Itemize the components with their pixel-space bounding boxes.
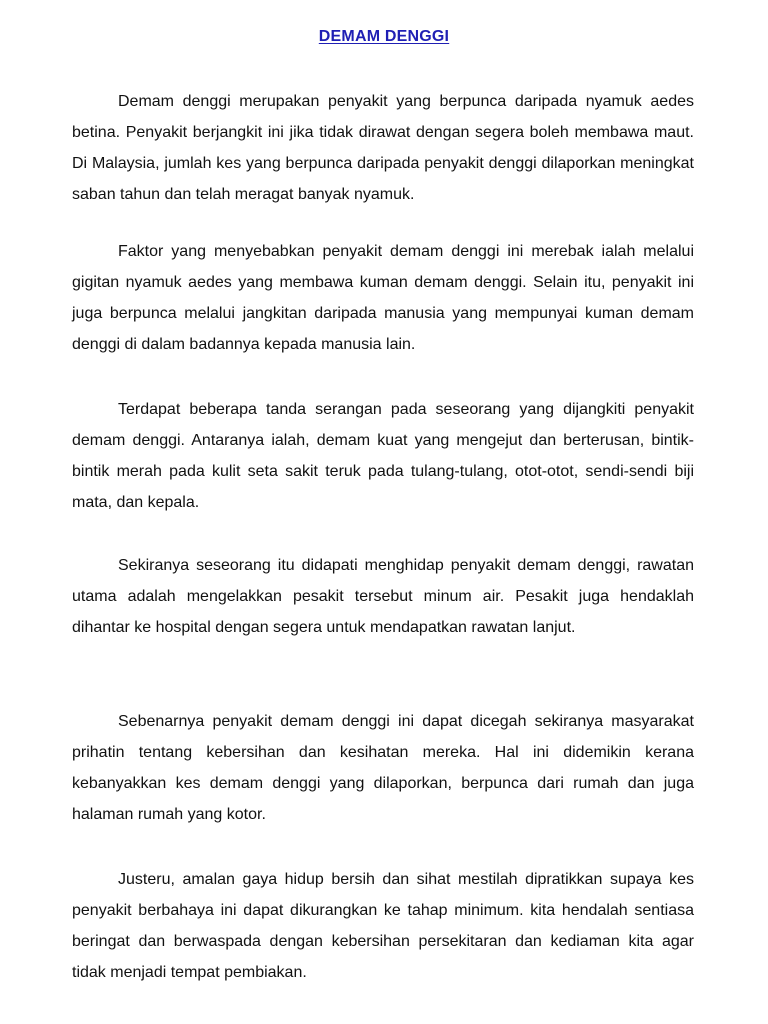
paragraph-6: Justeru, amalan gaya hidup bersih dan sihat mestilah dipratikkan supaya kes penyakit berbahaya ini dapat dikurangkan ke tahap minimum. kita hendalah sentiasa beringat dan berwaspada dengan kebersihan persekitaran dan kediaman kita agar tidak menjadi tempat pembiakan. [72,871,694,981]
paragraph-3: Terdapat beberapa tanda serangan pada seseorang yang dijangkiti penyakit demam denggi. Antaranya ialah, demam kuat yang mengejut dan berterusan, bintik-bintik merah pada kulit seta sakit teruk pada tulang-tulang, otot-otot, sendi-sendi biji mata, dan kepala. [72,401,694,511]
paragraph-5: Sebenarnya penyakit demam denggi ini dapat dicegah sekiranya masyarakat prihatin tentang kebersihan dan kesihatan mereka. Hal ini didemikin kerana kebanyakkan kes demam denggi yang dilaporkan, berpunca dari rumah dan juga halaman rumah yang kotor. [72,713,694,823]
paragraph-2: Faktor yang menyebabkan penyakit demam denggi ini merebak ialah melalui gigitan nyamuk aedes yang membawa kuman demam denggi. Selain itu, penyakit ini juga berpunca melalui jangkitan daripada manusia yang mempunyai kuman demam denggi di dalam badannya kepada manusia lain. [72,243,694,353]
title-text: DEMAM DENGGI [318,28,450,45]
paragraph-4: Sekiranya seseorang itu didapati menghidap penyakit demam denggi, rawatan utama adalah mengelakkan pesakit tersebut minum air. Pesakit juga hendaklah dihantar ke hospital dengan segera untuk mendapatkan rawatan lanjut. [72,557,694,636]
paragraph-1: Demam denggi merupakan penyakit yang berpunca daripada nyamuk aedes betina. Penyakit berjangkit ini jika tidak dirawat dengan segera boleh membawa maut. Di Malaysia, jumlah kes yang berpunca daripada penyakit denggi dilaporkan meningkat saban tahun dan telah meragat banyak nyamuk. [72,93,694,203]
document-title [0,28,768,46]
